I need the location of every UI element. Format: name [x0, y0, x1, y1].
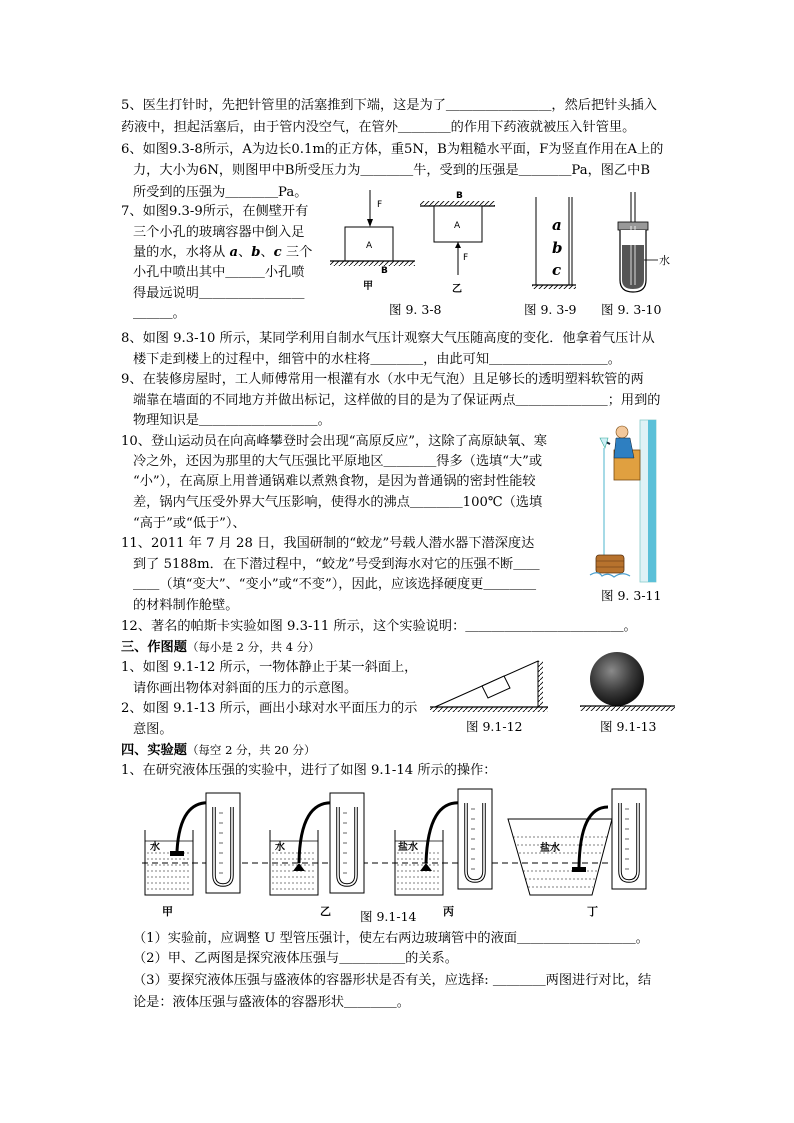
q7-sep2: 、	[260, 245, 274, 260]
fig9114-label-ding: 丁	[587, 905, 598, 918]
fig939-b: b	[552, 239, 563, 257]
exp1-part3-line2: 论是：液体压强与盛液体的容器形状＿＿＿＿。	[133, 995, 410, 1010]
fig938-label-jia: 甲	[363, 281, 373, 292]
fig938-A1: A	[366, 241, 373, 251]
fig9114-label-yi: 乙	[320, 905, 331, 918]
q9-line2: 端靠在墙面的不同地方并做出标记，这样做的目的是为了保证两点＿＿＿＿＿＿＿；用到的	[133, 393, 661, 408]
q7-hole-b: b	[251, 245, 261, 260]
fig9114-ding-saltwater: 盐水	[540, 843, 560, 854]
fig9114-caption: 图 9.1-14	[360, 909, 417, 924]
fig9114-yi-water: 水	[275, 842, 285, 853]
q11-line3: ＿＿（填“变大”、“变小”或“不变”），因此，应该选择硬度更＿＿＿＿	[133, 577, 537, 592]
fig938-B1: B	[381, 266, 388, 276]
figure-9-3-10	[600, 190, 680, 295]
q7-line4: 小孔中喷出其中＿＿＿小孔喷	[133, 265, 305, 280]
q5-line2: 药液中，担起活塞后，由于管内没空气，在管外＿＿＿＿的作用下药液就被压入针管里。	[121, 120, 636, 135]
fig9112-caption: 图 9.1-12	[466, 719, 523, 734]
fig938-label-yi: 乙	[452, 284, 462, 295]
figure-9-1-12	[430, 655, 555, 715]
q7-hole-c: c	[273, 245, 282, 260]
figure-9-1-14	[140, 785, 660, 920]
fig939-c: c	[552, 261, 562, 279]
fig938-A2: A	[454, 221, 461, 231]
q8-line1: 8、如图 9.3-10 所示，某同学利用自制水气压计观察大气压随高度的变化．他拿着气压计从	[121, 331, 655, 346]
q9-line1: 9、在装修房屋时，工人师傅常用一根灌有水（水中无气泡）且足够长的透明塑料软管的两	[121, 372, 644, 387]
fig9113-caption: 图 9.1-13	[600, 719, 657, 734]
q8-line2: 楼下走到楼上的过程中，细管中的水柱将＿＿＿＿，由此可知＿＿＿＿＿＿＿＿＿。	[133, 352, 621, 367]
q6-line3: 所受到的压强为＿＿＿＿Pa。	[133, 185, 308, 200]
q5-line1: 5、医生打针时，先把针管里的活塞推到下端，这是为了＿＿＿＿＿＿＿＿，然后把针头插入	[121, 98, 657, 113]
fig9310-water-label: 水	[659, 254, 670, 267]
fig938-F2: F	[463, 253, 469, 263]
fig9310-caption: 图 9. 3-10	[601, 302, 662, 317]
section-3-title: 三、作图题	[121, 640, 187, 655]
q7-line2: 三个小孔的玻璃容器中倒入足	[133, 225, 305, 240]
fig938-caption: 图 9. 3-8	[389, 302, 442, 317]
q7-line6: ＿＿＿。	[133, 306, 186, 321]
fig938-B2: B	[456, 191, 463, 201]
q7-line3-end: 三个	[281, 245, 313, 260]
section-4-heading	[121, 741, 316, 760]
q12-line1: 12、著名的帕斯卡实验如图 9.3-11 所示，这个实验说明：＿＿＿＿＿＿＿＿＿＿＿＿。	[121, 619, 637, 634]
section-3-heading	[121, 638, 320, 657]
section-4-title: 四、实验题	[121, 743, 187, 758]
draw1-line2: 请你画出物体对斜面的压力的示意图。	[133, 681, 358, 696]
q6-line1: 6、如图9.3-8所示，A为边长0.1m的正方体，重5N，B为粗糙水平面，F为竖直作用在A上的	[121, 142, 664, 157]
fig9114-jia-water: 水	[150, 842, 160, 853]
q10-line3: “小”），在高原上用普通锅难以煮熟食物，是因为普通锅的密封性能较	[133, 474, 536, 489]
fig9114-label-bing: 丙	[443, 905, 454, 918]
q7-line5: 得最远说明＿＿＿＿＿＿＿＿	[133, 286, 305, 301]
q11-line1: 11、2011 年 7 月 28 日，我国研制的“蛟龙”号载人潜水器下潜深度达	[121, 536, 535, 551]
q11-line2: 到了 5188m．在下潜过程中，“蛟龙”号受到海水对它的压强不断＿＿	[133, 557, 540, 572]
exp1-part2: （2）甲、乙两图是探究液体压强与＿＿＿＿＿的关系。	[133, 951, 458, 966]
q11-line4: 的材料制作舱壁。	[133, 598, 239, 613]
q7-line3-text: 量的水，水将从	[133, 245, 230, 260]
q6-line2: 力，大小为6N，则图甲中B所受压力为＿＿＿＿牛，受到的压强是＿＿＿＿Pa，图乙中B	[133, 163, 651, 178]
draw2-line2: 意图。	[133, 722, 173, 737]
q7-hole-a: a	[229, 245, 239, 260]
figure-9-3-9	[528, 195, 588, 300]
section-4-note: （每空 2 分，共 20 分）	[186, 743, 316, 757]
fig9311-caption: 图 9. 3-11	[601, 588, 662, 603]
q10-line1: 10、登山运动员在向高峰攀登时会出现“高原反应”，这除了高原缺氧、寒	[121, 434, 547, 449]
q7-line3	[133, 244, 312, 262]
fig9114-label-jia: 甲	[162, 905, 173, 918]
fig938-F1: F	[377, 200, 383, 210]
section-3-note: （每小是 2 分，共 4 分）	[186, 640, 320, 654]
q7-line1: 7、如图9.3-9所示，在侧壁开有	[121, 204, 309, 219]
figure-9-3-11	[588, 420, 663, 585]
q10-line2: 冷之外，还因为那里的大气压强比平原地区＿＿＿＿得多（选填“大”或	[133, 454, 543, 469]
q7-sep1: 、	[238, 245, 252, 260]
exp1-part1: （1）实验前，应调整 U 型管压强计，使左右两边玻璃管中的液面＿＿＿＿＿＿＿＿＿。	[133, 931, 649, 946]
q10-line4: 差，锅内气压受外界大气压影响，使得水的沸点＿＿＿＿100℃（选填	[133, 495, 543, 510]
q9-line3: 物理知识是＿＿＿＿＿＿＿＿＿。	[133, 413, 331, 428]
figure-9-1-13	[580, 652, 680, 712]
figure-9-3-8	[325, 185, 525, 315]
draw1-line1: 1、如图 9.1-12 所示，一物体静止于某一斜面上，	[121, 660, 418, 675]
exp1-line1: 1、在研究液体压强的实验中，进行了如图 9.1-14 所示的操作：	[121, 763, 497, 778]
q10-line5: “高于”或“低于”）、	[133, 516, 246, 531]
fig939-a: a	[552, 216, 562, 234]
fig939-caption: 图 9. 3-9	[524, 302, 577, 317]
exp1-part3-line1: （3）要探究液体压强与盛液体的容器形状是否有关，应选择: ＿＿＿＿两图进行对比，结	[133, 973, 652, 988]
draw2-line1: 2、如图 9.1-13 所示，画出小球对水平面压力的示	[121, 701, 418, 716]
fig9114-bing-saltwater: 盐水	[398, 842, 418, 853]
